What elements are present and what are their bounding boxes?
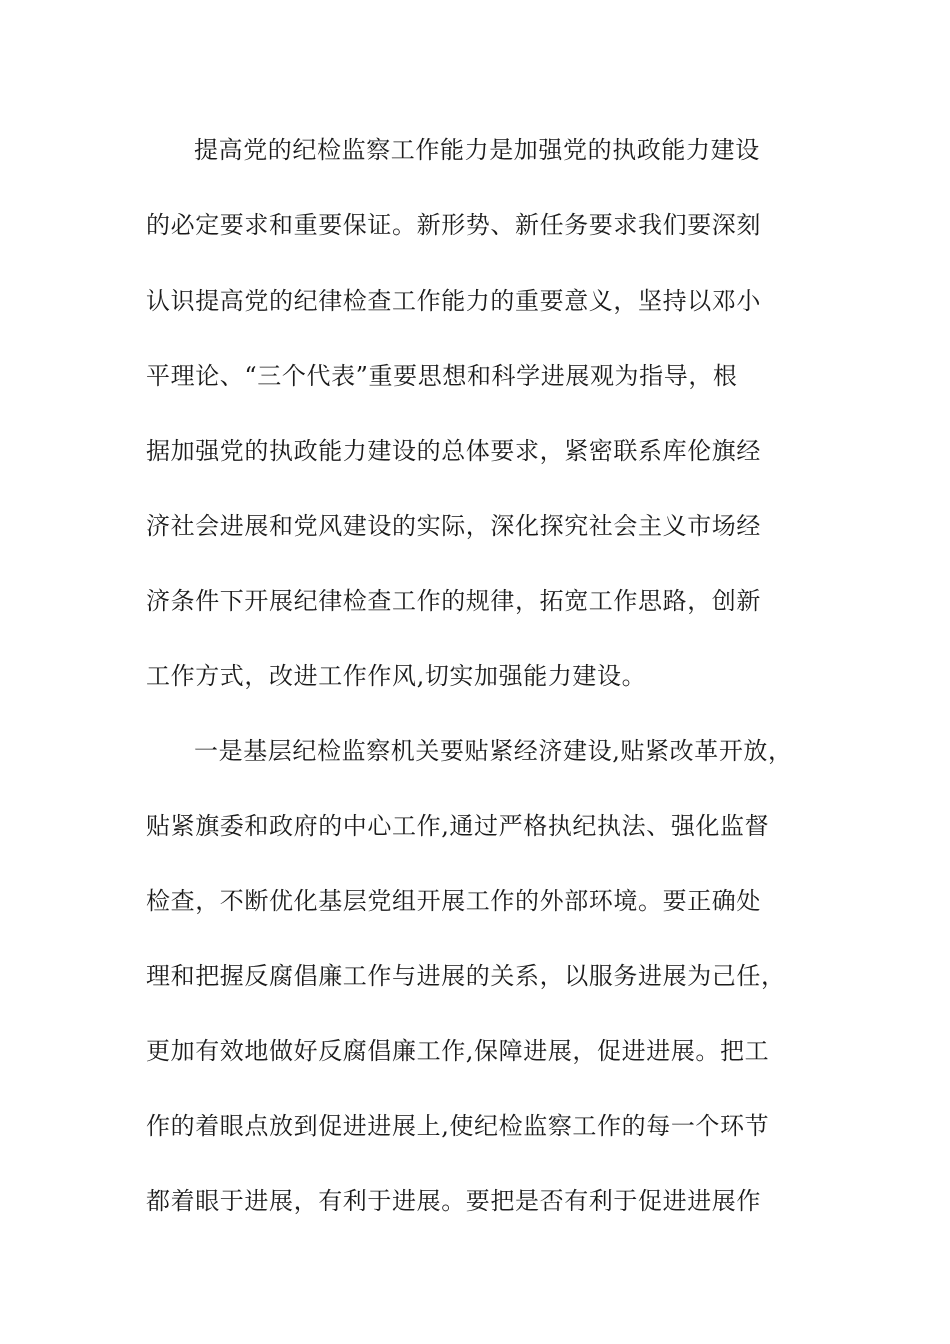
paragraph-2-line-5: 更加有效地做好反腐倡廉工作,保障进展，促进进展。把工 [146, 1037, 770, 1065]
paragraph-2-line-4: 理和把握反腐倡廉工作与进展的关系，以服务进展为己任， [146, 962, 786, 990]
paragraph-2-line-7: 都着眼于进展，有利于进展。要把是否有利于促进进展作 [146, 1187, 761, 1215]
paragraph-1-line-7: 济条件下开展纪律检查工作的规律，拓宽工作思路，创新 [146, 587, 761, 615]
paragraph-1-line-6: 济社会进展和党风建设的实际，深化探究社会主义市场经 [146, 512, 761, 540]
paragraph-2-line-3: 检查，不断优化基层党组开展工作的外部环境。要正确处 [146, 887, 761, 915]
paragraph-2-line-2: 贴紧旗委和政府的中心工作,通过严格执纪执法、强化监督 [146, 812, 770, 840]
paragraph-1-line-4: 平理论、“三个代表”重要思想和科学进展观为指导，根 [146, 362, 738, 390]
paragraph-1-line-2: 的必定要求和重要保证。新形势、新任务要求我们要深刻 [146, 211, 761, 239]
paragraph-1-line-3: 认识提高党的纪律检查工作能力的重要意义，坚持以邓小 [146, 287, 761, 315]
paragraph-2-line-1: 一是基层纪检监察机关要贴紧经济建设,贴紧改革开放， [194, 737, 793, 765]
paragraph-1-line-8: 工作方式，改进工作作风,切实加强能力建设。 [146, 662, 647, 690]
paragraph-1-line-5: 据加强党的执政能力建设的总体要求，紧密联系库伦旗经 [146, 437, 761, 465]
paragraph-2-line-6: 作的着眼点放到促进进展上,使纪检监察工作的每一个环节 [146, 1112, 770, 1140]
paragraph-1-line-1: 提高党的纪检监察工作能力是加强党的执政能力建设 [194, 136, 760, 164]
